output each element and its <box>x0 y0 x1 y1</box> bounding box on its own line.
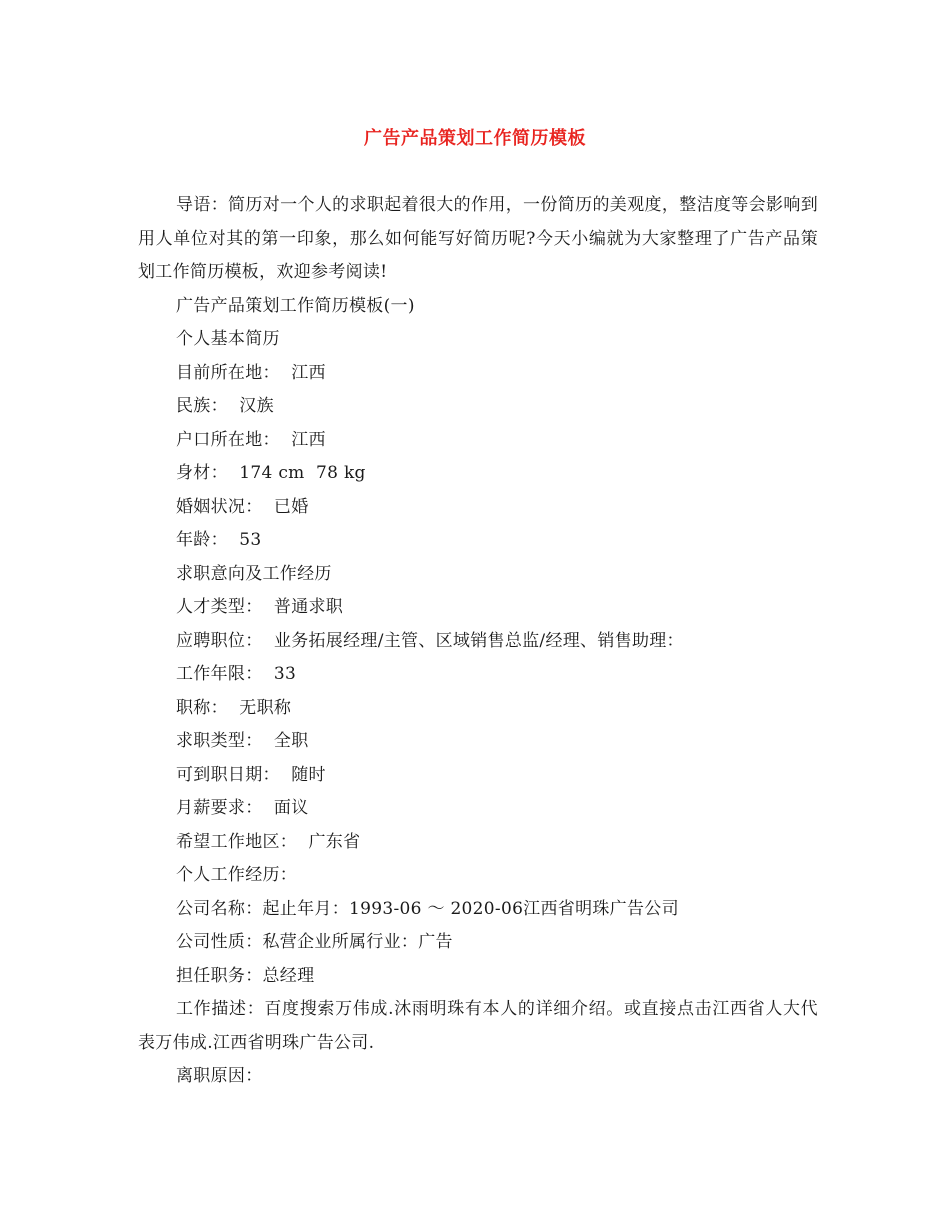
field-company-nature: 公司性质：私营企业所属行业：广告 <box>176 932 453 952</box>
field-professional-title: 职称： 无职称 <box>176 697 292 718</box>
section-heading-job-intention: 求职意向及工作经历 <box>176 563 332 584</box>
field-available-date: 可到职日期： 随时 <box>176 764 326 785</box>
field-household-location: 户口所在地： 江西 <box>176 429 326 450</box>
field-talent-type: 人才类型： 普通求职 <box>176 597 344 617</box>
field-salary-requirement: 月薪要求： 面议 <box>176 798 309 818</box>
field-current-location: 目前所在地： 江西 <box>176 362 326 383</box>
field-position-held: 担任职务：总经理 <box>176 965 315 986</box>
field-ethnicity: 民族： 汉族 <box>176 396 274 416</box>
intro-paragraph: 导语：简历对一个人的求职起着很大的作用，一份简历的美观度，整洁度等会影响到用人单位对其的第一印象，那么如何能写好简历呢?今天小编就为大家整理了广告产品策划工作简历模板，欢迎参考阅读! <box>138 195 818 282</box>
field-leave-reason: 离职原因： <box>176 1066 263 1086</box>
field-desired-region: 希望工作地区： 广东省 <box>176 831 361 852</box>
document-body <box>138 189 818 1094</box>
field-marital-status: 婚姻状况： 已婚 <box>176 496 309 517</box>
work-description-paragraph: 工作描述：百度搜索万伟成.沐雨明珠有本人的详细介绍。或直接点击江西省人大代表万伟成.江西省明珠广告公司. <box>138 999 818 1053</box>
section-heading-template-one: 广告产品策划工作简历模板(一) <box>176 295 415 316</box>
field-work-years: 工作年限： 33 <box>176 664 297 684</box>
field-job-type: 求职类型： 全职 <box>176 731 309 751</box>
field-age: 年龄： 53 <box>176 530 262 550</box>
field-company-name: 公司名称：起止年月：1993-06 ～ 2020-06江西省明珠广告公司 <box>176 898 679 919</box>
section-heading-basic-info: 个人基本简历 <box>176 329 280 349</box>
document-title: 广告产品策划工作简历模板 <box>364 128 586 149</box>
field-applied-position: 应聘职位： 业务拓展经理/主管、区域销售总监/经理、销售助理： <box>176 630 684 651</box>
field-physique: 身材： 174 cm 78 kg <box>176 463 366 483</box>
section-heading-work-experience: 个人工作经历： <box>176 865 298 885</box>
